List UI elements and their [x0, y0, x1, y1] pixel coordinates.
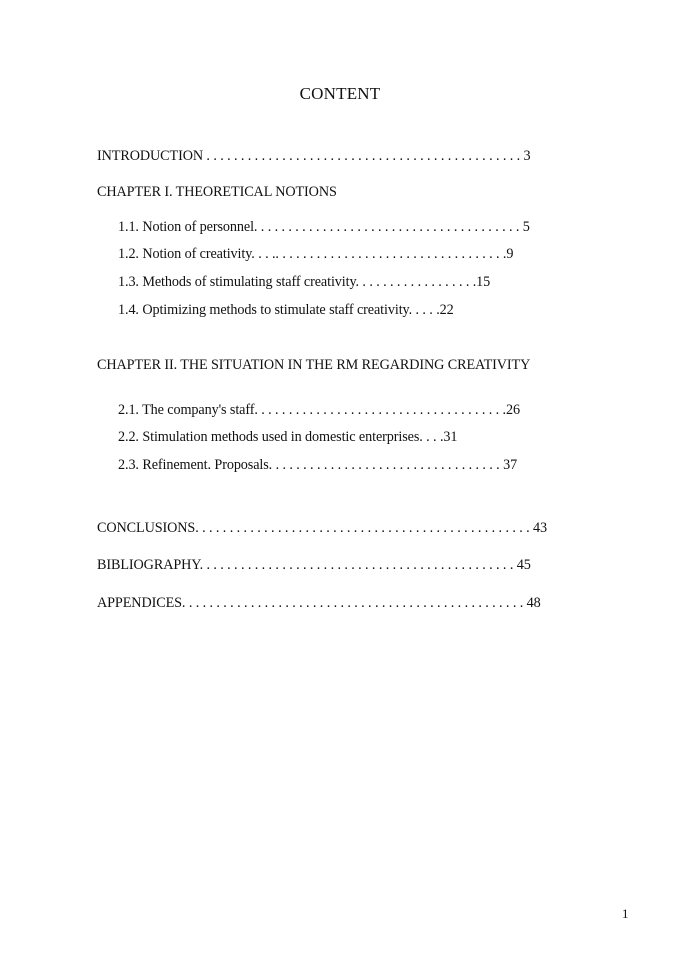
page-title: CONTENT	[299, 84, 381, 103]
toc-entry-conclusions: CONCLUSIONS. . . . . . . . . . . . . . . . . . . . . . . . . . . . . . . . . . . . . . . . . . . . . . . . . 43	[97, 520, 548, 536]
toc-entry-2-1: 2.1. The company's staff. . . . . . . . . . . . . . . . . . . . . . . . . . . . . . . . . . . . .26	[118, 402, 520, 418]
toc-entry-appendices: APPENDICES. . . . . . . . . . . . . . . . . . . . . . . . . . . . . . . . . . . . . . . . . . . . . . . . . . 48	[97, 595, 541, 611]
toc-entry-1-1: 1.1. Notion of personnel. . . . . . . . . . . . . . . . . . . . . . . . . . . . . . . . . . . . . . . 5	[118, 219, 530, 235]
toc-entry-1-4: 1.4. Optimizing methods to stimulate staff creativity. . . . .22	[118, 302, 454, 318]
toc-entry-2-3: 2.3. Refinement. Proposals. . . . . . . . . . . . . . . . . . . . . . . . . . . . . . . . . . 37	[118, 457, 518, 473]
toc-entry-1-3: 1.3. Methods of stimulating staff creativity. . . . . . . . . . . . . . . . . .15	[118, 274, 491, 290]
toc-entry-1-2: 1.2. Notion of creativity. . . .. . . . . . . . . . . . . . . . . . . . . . . . . . . . . . . . . .9	[118, 246, 514, 262]
toc-entry-bibliography: BIBLIOGRAPHY. . . . . . . . . . . . . . . . . . . . . . . . . . . . . . . . . . . . . . . . . . . . . . 45	[97, 557, 531, 573]
toc-chapter-2-heading: CHAPTER II. THE SITUATION IN THE RM REGARDING CREATIVITY	[97, 357, 531, 373]
page-number: 1	[622, 906, 629, 921]
toc-entry-introduction: INTRODUCTION . . . . . . . . . . . . . . . . . . . . . . . . . . . . . . . . . . . . . . . . . . . . . . 3	[97, 148, 531, 164]
toc-chapter-1-heading: CHAPTER I. THEORETICAL NOTIONS	[97, 184, 337, 200]
toc-entry-2-2: 2.2. Stimulation methods used in domestic enterprises. . . .31	[118, 429, 458, 445]
